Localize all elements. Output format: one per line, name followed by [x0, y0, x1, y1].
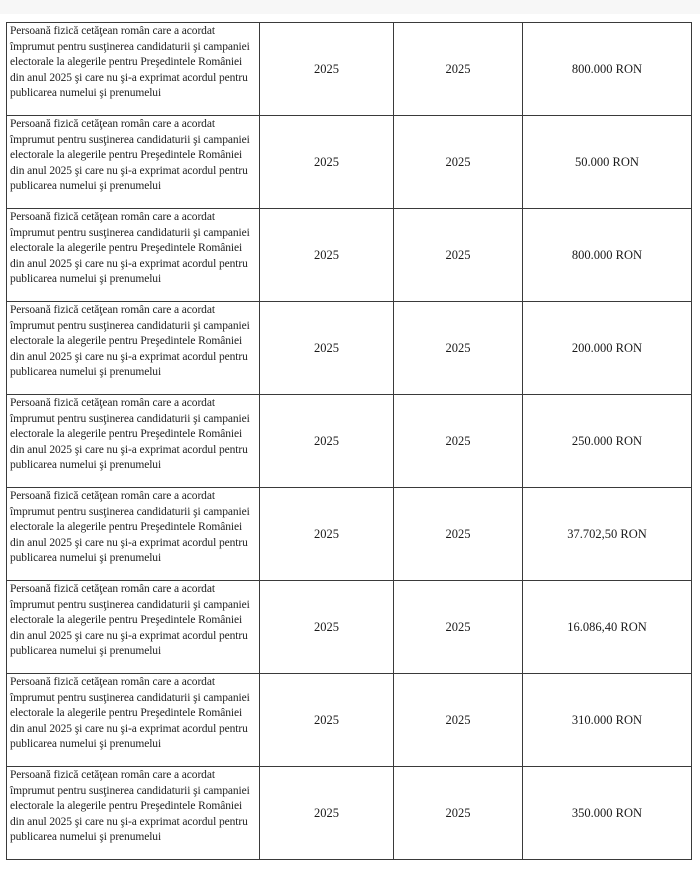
year-repayment-text: 2025 — [445, 619, 471, 634]
loan-amount-text: 350.000 RON — [571, 805, 643, 820]
lender-description-cell — [7, 674, 260, 767]
year-repayment-cell — [394, 767, 523, 860]
loan-amount-text: 800.000 RON — [571, 61, 643, 76]
loans-table — [6, 22, 692, 860]
loan-amount-cell — [523, 674, 692, 767]
year-granted-text: 2025 — [314, 154, 339, 169]
year-granted-cell — [260, 767, 394, 860]
year-repayment-cell — [394, 302, 523, 395]
year-granted-text: 2025 — [314, 340, 339, 355]
lender-description-text: Persoană fizică cetăţean român care a acordat împrumut pentru susţinerea candidaturii şi campaniei electorale la alegerile pentru Preşedintele României din anul 2025 şi care nu şi-a exprimat acordul pentru publicarea numelui şi prenumelui — [10, 583, 250, 658]
lender-description-text: Persoană fizică cetăţean român care a acordat împrumut pentru susţinerea candidaturii şi campaniei electorale la alegerile pentru Preşedintele României din anul 2025 şi care nu şi-a exprimat acordul pentru publicarea numelui şi prenumelui — [10, 211, 250, 286]
year-granted-text: 2025 — [314, 712, 339, 727]
loan-amount-text: 800.000 RON — [571, 247, 643, 262]
year-granted-cell — [260, 674, 394, 767]
year-granted-text: 2025 — [314, 247, 339, 262]
year-repayment-cell — [394, 395, 523, 488]
table-row — [7, 23, 692, 116]
lender-description-cell — [7, 116, 260, 209]
year-granted-cell — [260, 488, 394, 581]
table-row — [7, 767, 692, 860]
lender-description-text: Persoană fizică cetăţean român care a acordat împrumut pentru susţinerea candidaturii şi campaniei electorale la alegerile pentru Preşedintele României din anul 2025 şi care nu şi-a exprimat acordul pentru publicarea numelui şi prenumelui — [10, 397, 250, 472]
lender-description-cell — [7, 581, 260, 674]
table-row — [7, 209, 692, 302]
lender-description-cell — [7, 488, 260, 581]
loan-amount-cell — [523, 395, 692, 488]
loan-amount-text: 37.702,50 RON — [567, 526, 647, 541]
year-granted-cell — [260, 116, 394, 209]
year-repayment-text: 2025 — [445, 61, 471, 76]
year-repayment-cell — [394, 674, 523, 767]
loan-amount-cell — [523, 488, 692, 581]
year-repayment-text: 2025 — [445, 247, 471, 262]
year-repayment-text: 2025 — [445, 154, 471, 169]
loan-amount-cell — [523, 302, 692, 395]
loan-amount-text: 200.000 RON — [571, 340, 643, 355]
lender-description-text: Persoană fizică cetăţean român care a acordat împrumut pentru susţinerea candidaturii şi campaniei electorale la alegerile pentru Preşedintele României din anul 2025 şi care nu şi-a exprimat acordul pentru publicarea numelui şi prenumelui — [10, 769, 250, 844]
year-granted-text: 2025 — [314, 61, 339, 76]
loan-amount-text: 310.000 RON — [571, 712, 643, 727]
lender-description-cell — [7, 302, 260, 395]
table-row — [7, 395, 692, 488]
loan-amount-cell — [523, 767, 692, 860]
year-granted-cell — [260, 23, 394, 116]
lender-description-text: Persoană fizică cetăţean român care a acordat împrumut pentru susţinerea candidaturii şi campaniei electorale la alegerile pentru Preşedintele României din anul 2025 şi care nu şi-a exprimat acordul pentru publicarea numelui şi prenumelui — [10, 25, 250, 100]
loan-amount-text: 16.086,40 RON — [567, 619, 647, 634]
year-repayment-text: 2025 — [445, 433, 471, 448]
loan-amount-cell — [523, 209, 692, 302]
year-repayment-text: 2025 — [445, 526, 471, 541]
year-repayment-cell — [394, 488, 523, 581]
year-repayment-text: 2025 — [445, 805, 471, 820]
year-repayment-text: 2025 — [445, 712, 471, 727]
year-granted-text: 2025 — [314, 619, 339, 634]
year-granted-cell — [260, 302, 394, 395]
table-row — [7, 302, 692, 395]
cropped-header-strip — [0, 0, 700, 14]
lender-description-cell — [7, 23, 260, 116]
table-row — [7, 581, 692, 674]
year-granted-cell — [260, 209, 394, 302]
table-row — [7, 116, 692, 209]
lender-description-cell — [7, 209, 260, 302]
year-repayment-cell — [394, 23, 523, 116]
year-granted-text: 2025 — [314, 526, 339, 541]
lender-description-text: Persoană fizică cetăţean român care a acordat împrumut pentru susţinerea candidaturii şi campaniei electorale la alegerile pentru Preşedintele României din anul 2025 şi care nu şi-a exprimat acordul pentru publicarea numelui şi prenumelui — [10, 490, 250, 565]
lender-description-text: Persoană fizică cetăţean român care a acordat împrumut pentru susţinerea candidaturii şi campaniei electorale la alegerile pentru Preşedintele României din anul 2025 şi care nu şi-a exprimat acordul pentru publicarea numelui şi prenumelui — [10, 118, 250, 193]
loan-amount-cell — [523, 23, 692, 116]
lender-description-text: Persoană fizică cetăţean român care a acordat împrumut pentru susţinerea candidaturii şi campaniei electorale la alegerile pentru Preşedintele României din anul 2025 şi care nu şi-a exprimat acordul pentru publicarea numelui şi prenumelui — [10, 676, 250, 751]
year-granted-text: 2025 — [314, 805, 339, 820]
loan-amount-cell — [523, 581, 692, 674]
lender-description-cell — [7, 395, 260, 488]
year-repayment-cell — [394, 581, 523, 674]
year-granted-cell — [260, 395, 394, 488]
year-granted-text: 2025 — [314, 433, 339, 448]
loan-amount-text: 50.000 RON — [575, 154, 639, 169]
table-row — [7, 488, 692, 581]
lender-description-cell — [7, 767, 260, 860]
loan-amount-cell — [523, 116, 692, 209]
year-repayment-text: 2025 — [445, 340, 471, 355]
loans-table-body — [7, 23, 692, 860]
lender-description-text: Persoană fizică cetăţean român care a acordat împrumut pentru susţinerea candidaturii şi campaniei electorale la alegerile pentru Preşedintele României din anul 2025 şi care nu şi-a exprimat acordul pentru publicarea numelui şi prenumelui — [10, 304, 250, 379]
year-granted-cell — [260, 581, 394, 674]
year-repayment-cell — [394, 116, 523, 209]
loan-amount-text: 250.000 RON — [571, 433, 643, 448]
table-row — [7, 674, 692, 767]
year-repayment-cell — [394, 209, 523, 302]
